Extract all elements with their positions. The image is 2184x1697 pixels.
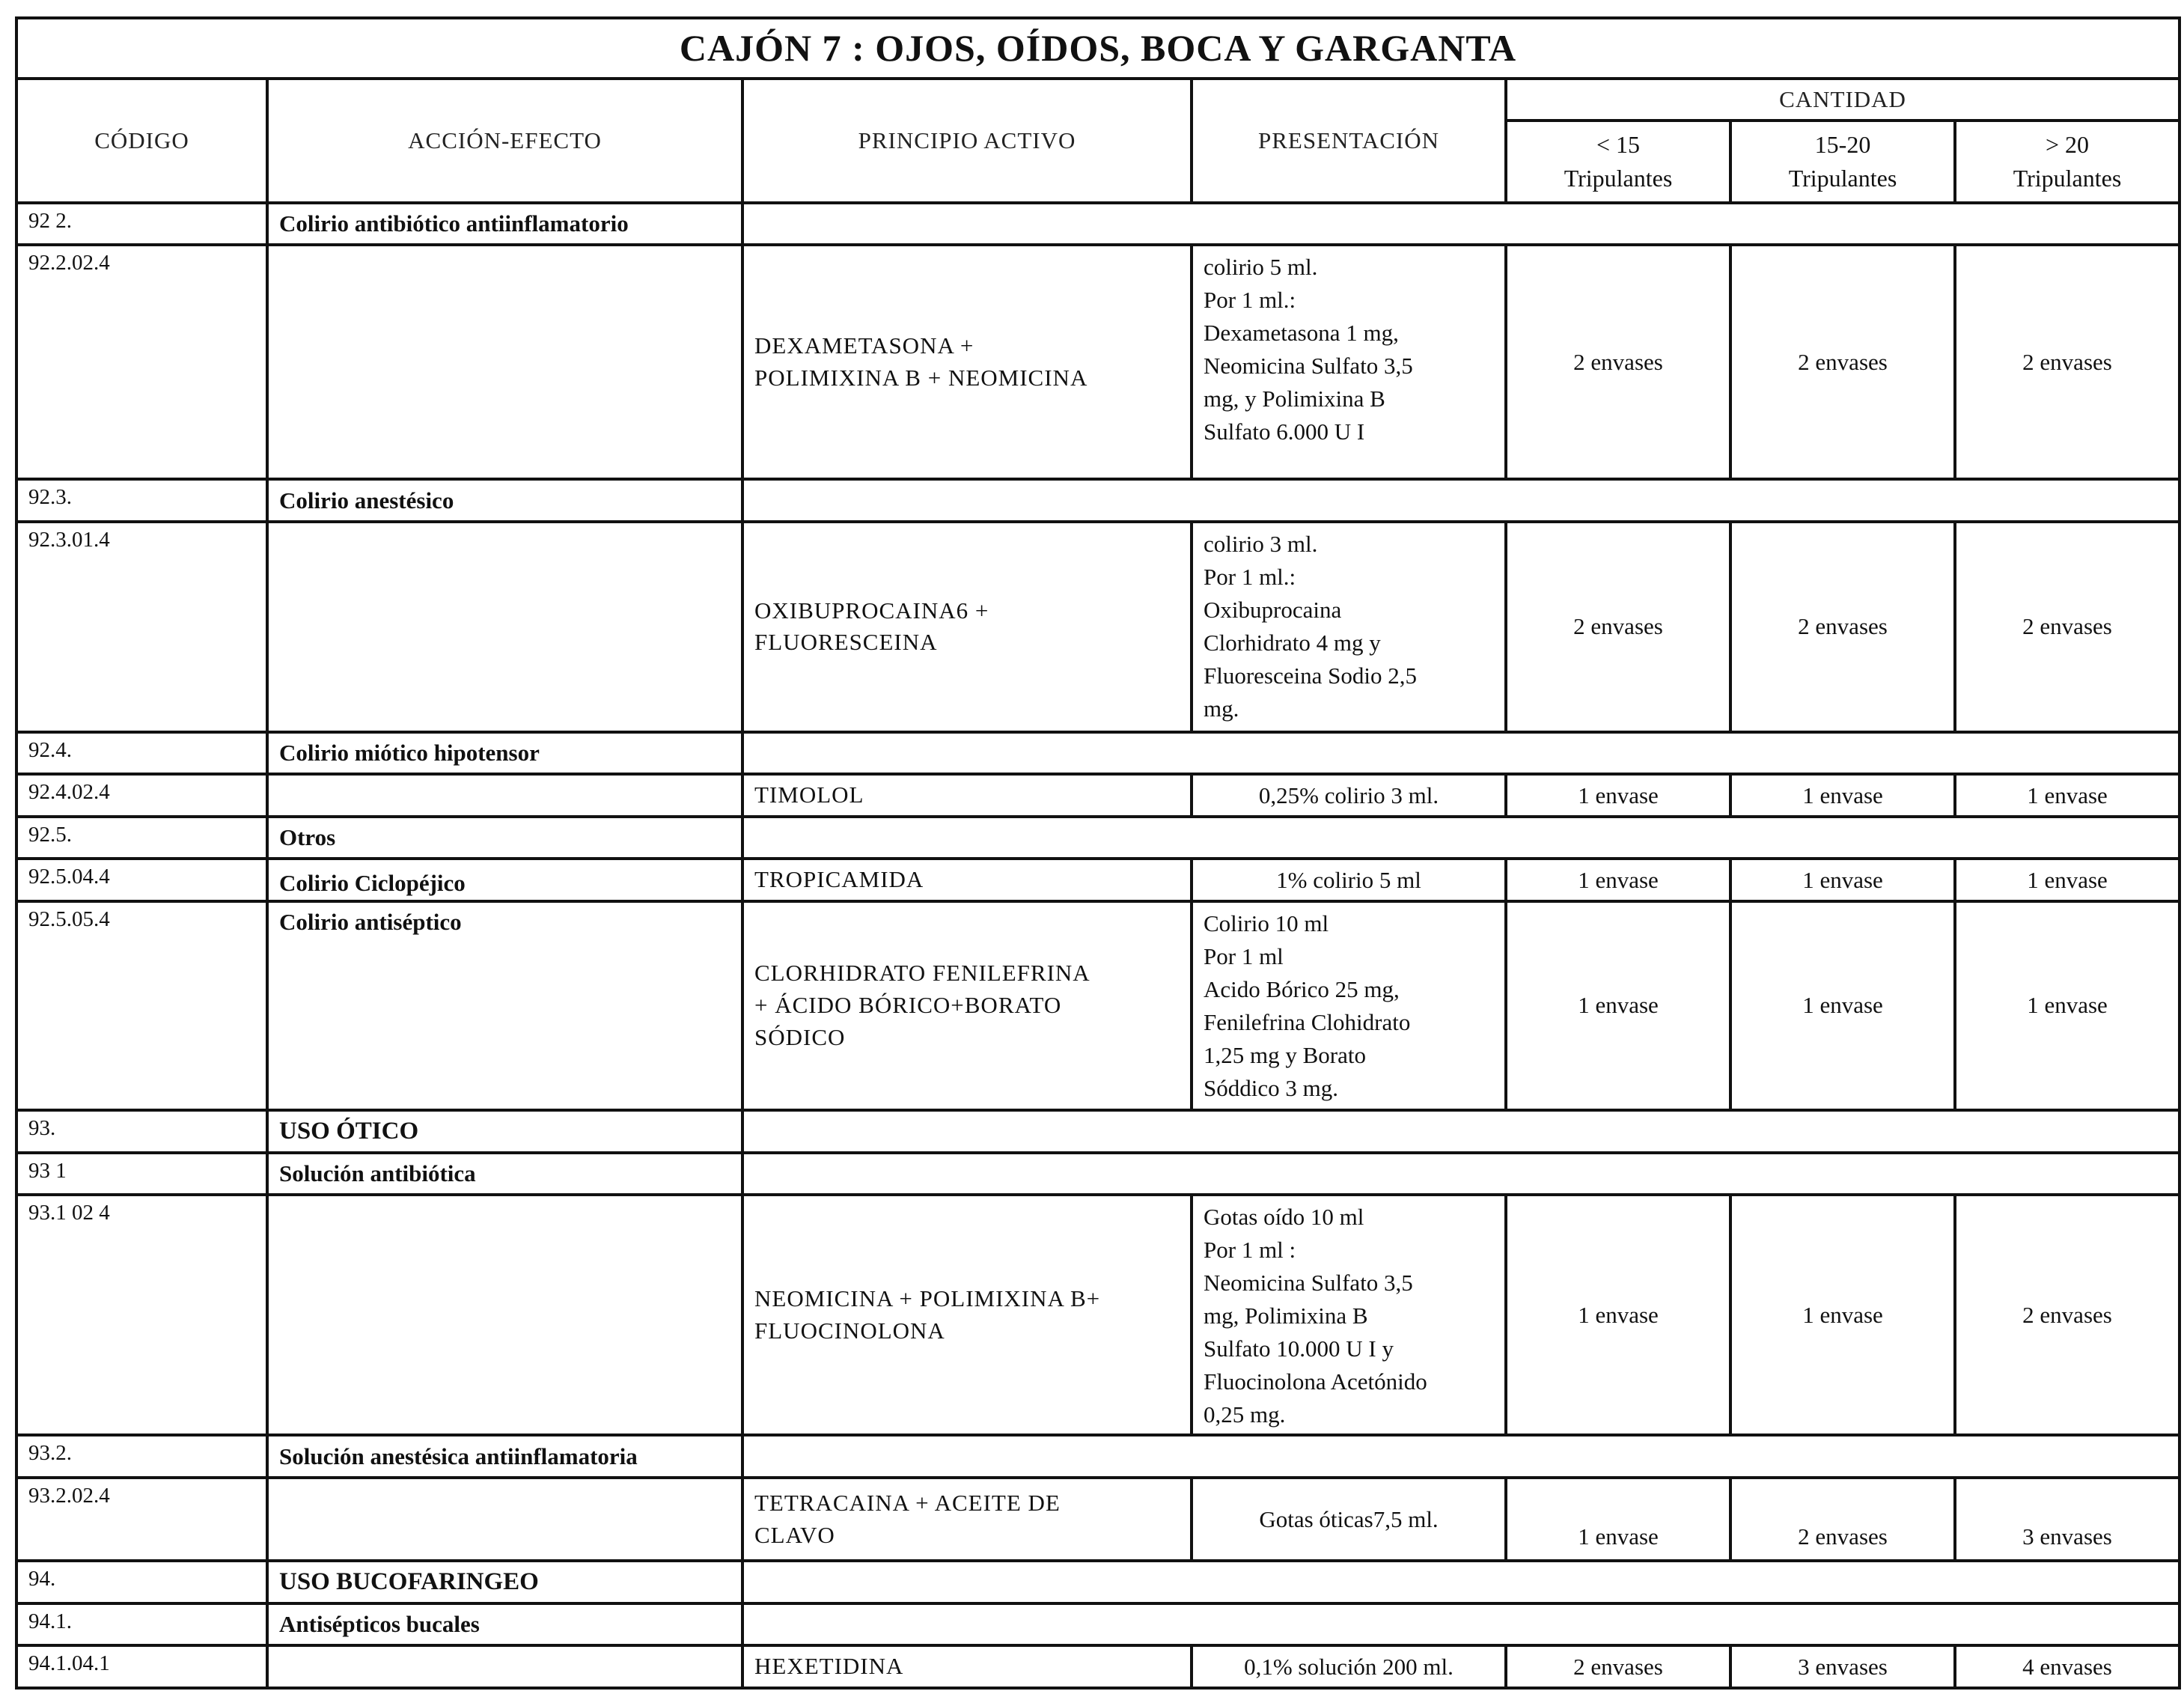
principio-activo	[742, 1478, 1192, 1561]
qty-gt20: 3 envases	[1955, 1478, 2180, 1561]
principio-activo	[742, 245, 1192, 479]
presentacion-line: colirio 5 ml.	[1204, 254, 1318, 281]
row-code: 92.4.	[16, 732, 267, 775]
category-label: Antisépticos bucales	[267, 1603, 742, 1646]
empty-cell	[742, 203, 2180, 246]
row-code: 93.2.	[16, 1435, 267, 1478]
empty-cell	[742, 732, 2180, 775]
principio-line: FLUOCINOLONA	[754, 1317, 945, 1344]
principio-line: FLUORESCEINA	[754, 629, 938, 656]
accion-efecto: Colirio Ciclopéjico	[267, 859, 742, 901]
accion-efecto	[267, 1645, 742, 1688]
principio-line: OXIBUPROCAINA6 +	[754, 597, 989, 624]
header-accion-efecto: ACCIÓN-EFECTO	[267, 79, 742, 203]
header-principio-activo: PRINCIPIO ACTIVO	[742, 79, 1192, 203]
presentacion-line: Gotas óticas	[1259, 1505, 1373, 1532]
category-label: Colirio antibiótico antiinflamatorio	[267, 203, 742, 246]
table-row	[16, 1561, 2180, 1603]
drawer-table	[15, 16, 2181, 1690]
qty-15-20: 1 envase	[1730, 1195, 1955, 1435]
qty-lt15: 1 envase	[1506, 901, 1730, 1110]
table-row	[16, 245, 2180, 479]
table-row	[16, 732, 2180, 775]
table-title: CAJÓN 7 : OJOS, OÍDOS, BOCA Y GARGANTA	[16, 18, 2180, 79]
qty-gt20: 2 envases	[1955, 522, 2180, 732]
presentacion-line: Por 1 ml.:	[1204, 563, 1296, 590]
accion-efecto	[267, 522, 742, 732]
principio-line: TIMOLOL	[754, 782, 864, 808]
row-code: 93 1	[16, 1153, 267, 1195]
qty-lt15: 1 envase	[1506, 1478, 1730, 1561]
empty-cell	[742, 479, 2180, 522]
principio-activo	[742, 901, 1192, 1110]
presentacion-line: Sulfato 10.000 U I y	[1204, 1335, 1394, 1362]
presentacion-line: Por 1 ml.:	[1204, 287, 1296, 314]
row-code: 93.2.02.4	[16, 1478, 267, 1561]
accion-efecto	[267, 774, 742, 817]
empty-cell	[742, 1561, 2180, 1603]
row-code: 92.2.02.4	[16, 245, 267, 479]
qty-15-20: 2 envases	[1730, 522, 1955, 732]
qty-gt20: 2 envases	[1955, 1195, 2180, 1435]
presentacion-line: Neomicina Sulfato 3,5	[1204, 353, 1413, 380]
header-qty-15-20: 15-20 Tripulantes	[1730, 121, 1955, 202]
presentacion	[1192, 774, 1506, 817]
table-body	[16, 203, 2180, 1688]
category-label: Solución antibiótica	[267, 1153, 742, 1195]
principio-line: CLAVO	[754, 1521, 835, 1548]
group-label: USO BUCOFARINGEO	[267, 1561, 742, 1603]
principio-line: DEXAMETASONA +	[754, 332, 974, 359]
qty-lt15: 1 envase	[1506, 859, 1730, 901]
row-code: 92 2.	[16, 203, 267, 246]
header-codigo: CÓDIGO	[16, 79, 267, 203]
category-label: Colirio anestésico	[267, 479, 742, 522]
header-presentacion: PRESENTACIÓN	[1192, 79, 1506, 203]
table-row	[16, 1435, 2180, 1478]
presentacion-line: 0,25% colirio 3 ml.	[1258, 782, 1439, 808]
qty-15-20: 2 envases	[1730, 1478, 1955, 1561]
row-code: 92.5.05.4	[16, 901, 267, 1110]
qty-lt15: 2 envases	[1506, 522, 1730, 732]
principio-activo	[742, 774, 1192, 817]
row-code: 92.4.02.4	[16, 774, 267, 817]
row-code: 93.	[16, 1110, 267, 1153]
row-code: 92.5.	[16, 817, 267, 859]
presentacion-line: 0,1% solución 200 ml.	[1244, 1653, 1454, 1680]
presentacion-line: Neomicina Sulfato 3,5	[1204, 1270, 1413, 1297]
table-row	[16, 1603, 2180, 1646]
qty-lt15: 2 envases	[1506, 1645, 1730, 1688]
row-code: 94.1.	[16, 1603, 267, 1646]
presentacion	[1192, 245, 1506, 479]
table-row	[16, 1478, 2180, 1561]
row-code: 92.3.	[16, 479, 267, 522]
qty-lt15: 1 envase	[1506, 1195, 1730, 1435]
empty-cell	[742, 1435, 2180, 1478]
table-row	[16, 522, 2180, 732]
table-row	[16, 901, 2180, 1110]
qty-gt20: 1 envase	[1955, 901, 2180, 1110]
presentacion-line: colirio 3 ml.	[1204, 530, 1318, 557]
header-qty-gt20: > 20 Tripulantes	[1955, 121, 2180, 202]
table-row	[16, 1153, 2180, 1195]
presentacion-line: Acido Bórico 25 mg,	[1204, 976, 1400, 1003]
principio-line: TETRACAINA + ACEITE DE	[754, 1489, 1061, 1516]
presentacion	[1192, 1645, 1506, 1688]
presentacion-line: mg.	[1204, 695, 1239, 722]
table-row	[16, 859, 2180, 901]
qty-15-20: 1 envase	[1730, 901, 1955, 1110]
presentacion-line: 0,25 mg.	[1204, 1401, 1286, 1428]
presentacion	[1192, 522, 1506, 732]
principio-line: + ÁCIDO BÓRICO+BORATO	[754, 992, 1062, 1019]
row-code: 94.1.04.1	[16, 1645, 267, 1688]
presentacion-line: Clorhidrato 4 mg y	[1204, 629, 1381, 656]
empty-cell	[742, 1603, 2180, 1646]
presentacion-line: Fluocinolona Acetónido	[1204, 1368, 1427, 1395]
qty-15-20: 3 envases	[1730, 1645, 1955, 1688]
empty-cell	[742, 1153, 2180, 1195]
principio-line: TROPICAMIDA	[754, 866, 924, 893]
category-label: Colirio miótico hipotensor	[267, 732, 742, 775]
principio-line: POLIMIXINA B + NEOMICINA	[754, 364, 1088, 391]
presentacion-line: Por 1 ml	[1204, 943, 1284, 970]
table-row	[16, 479, 2180, 522]
principio-line: CLORHIDRATO FENILEFRINA	[754, 960, 1091, 987]
header-cantidad: CANTIDAD	[1506, 79, 2180, 121]
presentacion-line: Sóddico 3 mg.	[1204, 1075, 1338, 1102]
row-code: 94.	[16, 1561, 267, 1603]
presentacion-line: Fenilefrina Clohidrato	[1204, 1009, 1411, 1036]
group-label: USO ÓTICO	[267, 1110, 742, 1153]
presentacion	[1192, 1478, 1506, 1561]
principio-activo	[742, 859, 1192, 901]
category-label: Otros	[267, 817, 742, 859]
empty-cell	[742, 817, 2180, 859]
qty-15-20: 1 envase	[1730, 774, 1955, 817]
presentacion-line: 1% colirio 5 ml	[1276, 866, 1421, 893]
presentacion-line: 1,25 mg y Borato	[1204, 1042, 1366, 1069]
presentacion-line: Colirio 10 ml	[1204, 910, 1329, 937]
qty-lt15: 2 envases	[1506, 245, 1730, 479]
row-code: 92.3.01.4	[16, 522, 267, 732]
category-label: Solución anestésica antiinflamatoria	[267, 1435, 742, 1478]
accion-efecto	[267, 1478, 742, 1561]
table-row	[16, 1110, 2180, 1153]
presentacion	[1192, 859, 1506, 901]
presentacion	[1192, 1195, 1506, 1435]
principio-activo	[742, 1195, 1192, 1435]
presentacion-line: Sulfato 6.000 U I	[1204, 418, 1365, 445]
principio-line: SÓDICO	[754, 1023, 846, 1050]
presentacion-line: 7,5 ml.	[1373, 1505, 1439, 1532]
qty-15-20: 2 envases	[1730, 245, 1955, 479]
accion-efecto	[267, 1195, 742, 1435]
accion-efecto	[267, 245, 742, 479]
principio-line: HEXETIDINA	[754, 1653, 904, 1680]
qty-gt20: 1 envase	[1955, 859, 2180, 901]
presentacion-line: Por 1 ml :	[1204, 1237, 1296, 1264]
principio-line: NEOMICINA + POLIMIXINA B+	[754, 1285, 1101, 1312]
table-row	[16, 774, 2180, 817]
presentacion-line: Gotas oído 10 ml	[1204, 1204, 1364, 1231]
presentacion-line: Dexametasona 1 mg,	[1204, 320, 1399, 347]
presentacion-line: Fluoresceina Sodio 2,5	[1204, 662, 1417, 689]
qty-gt20: 2 envases	[1955, 245, 2180, 479]
row-code: 92.5.04.4	[16, 859, 267, 901]
presentacion-line: Oxibuprocaina	[1204, 596, 1342, 623]
table-row	[16, 1195, 2180, 1435]
row-code: 93.1 02 4	[16, 1195, 267, 1435]
table-row	[16, 817, 2180, 859]
header-qty-lt15: < 15 Tripulantes	[1506, 121, 1730, 202]
table-row	[16, 1645, 2180, 1688]
principio-activo	[742, 522, 1192, 732]
accion-efecto: Colirio antiséptico	[267, 901, 742, 1110]
presentacion-line: mg, y Polimixina B	[1204, 386, 1385, 412]
presentacion-line: mg, Polimixina B	[1204, 1303, 1368, 1329]
empty-cell	[742, 1110, 2180, 1153]
principio-activo	[742, 1645, 1192, 1688]
qty-gt20: 1 envase	[1955, 774, 2180, 817]
qty-15-20: 1 envase	[1730, 859, 1955, 901]
presentacion	[1192, 901, 1506, 1110]
qty-lt15: 1 envase	[1506, 774, 1730, 817]
qty-gt20: 4 envases	[1955, 1645, 2180, 1688]
table-row	[16, 203, 2180, 246]
